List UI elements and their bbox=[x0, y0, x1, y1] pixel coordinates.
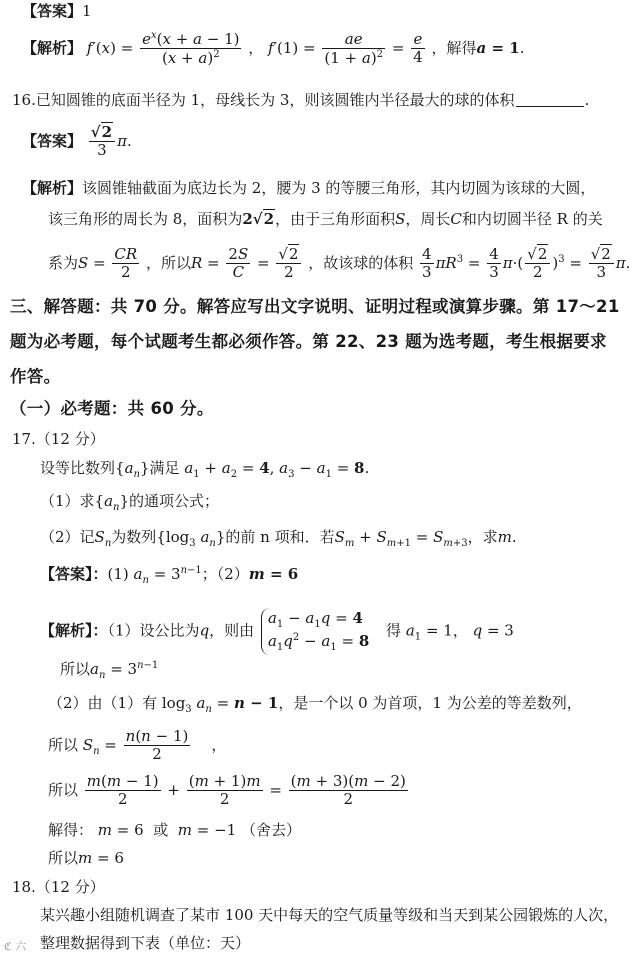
q18-line2: 整理数据得到下表（单位：天） bbox=[40, 934, 251, 952]
q17-part2: （2）记$S_n$为数列{$\log_3$ $a_n$}的前 n 项和．若$S_m + S_{m+1} = S_{m+3}$，求m. bbox=[40, 528, 517, 549]
fraction: $\frac{ae}{(1 + a)^2}$ bbox=[324, 29, 384, 67]
fraction: $\frac{2S}{C}$ bbox=[228, 245, 249, 282]
fraction: $\frac{(m + 1)m}{2}$ bbox=[188, 772, 261, 809]
equation-system: $a_1 - a_1q = 4$ $a_1q^2 - a_1 = 8$ bbox=[261, 608, 375, 655]
q17-analysis-1: 【解析】：（1）设公比为q，则由 $a_1 - a_1q = 4$ $a_1q^2 - a_1 = 8$ 得 $a_1 = 1$， q = 3 bbox=[40, 609, 514, 653]
q17-so-4: 所以m = 6 bbox=[48, 849, 124, 867]
q18-heading: 18.（12 分） bbox=[12, 878, 105, 896]
q18-line1: 某兴趣小组随机调查了某市 100 天中每天的空气质量等级和当天到某公园锻炼的人次， bbox=[40, 906, 619, 924]
q17-stem: 设等比数列$\{a_n\}$满足 $a_1 + a_2 = 4$, $a_3 - a_1 = 8$. bbox=[40, 459, 370, 480]
answer-blank bbox=[516, 106, 584, 107]
fraction: $\frac{e}{4}$ bbox=[413, 30, 423, 67]
fraction: $\frac{√2}{2}$ bbox=[276, 246, 301, 282]
q16-answer-line: 【答案】 $\frac{√2}{3}$ π. bbox=[22, 123, 132, 160]
section3-subheading: （一）必考题：共 60 分。 bbox=[10, 399, 214, 418]
q16-analysis-line2: 该三角形的周长为 8，面积为2√2，由于三角形面积S，周长C和内切圆半径 R 的关 bbox=[48, 210, 603, 228]
watermark-logo: ℭ 六 bbox=[4, 940, 27, 953]
q17-so-3: 所以 $\frac{m(m - 1)}{2}$ + $\frac{(m + 1)m}{2}$ = $\frac{(m + 3)(m - 2)}{2}$ bbox=[48, 772, 406, 809]
q16-analysis-line3: 系为S = $\frac{CR}{2}$ ，所以R = $\frac{2S}{C}$ = $\frac{√2}{2}$ ，故该球的体积 $\frac{4}{3}$ $\pi R^3$ = $\frac{4}{3}$ π·( $\frac{√2}{2}$ )$^3$ = $\frac{√2}{3}$ π. bbox=[48, 245, 631, 282]
q17-answer: 【答案】：(1) $a_n = 3^{n-1}$；（2）m = 6 bbox=[40, 565, 299, 586]
q17-so-2: 所以 $S_n$ = $\frac{n(n - 1)}{2}$ ， bbox=[48, 727, 227, 764]
fraction: $\frac{m(m - 1)}{2}$ bbox=[86, 772, 159, 809]
q17-solve: 解得： m = 6 或 m = −1 （舍去） bbox=[48, 821, 302, 839]
fraction: $\frac{4}{3}$ bbox=[489, 245, 499, 282]
section3-line1: 三、解答题：共 70 分。解答应写出文字说明、证明过程或演算步骤。第 17～21 bbox=[10, 297, 620, 316]
fraction: $\frac{(m + 3)(m - 2)}{2}$ bbox=[290, 772, 406, 809]
fraction: $\frac{CR}{2}$ bbox=[114, 245, 138, 282]
fraction: $\frac{√2}{3}$ bbox=[89, 124, 115, 160]
fraction: $\frac{e^x(x + a - 1)}{(x + a)^2}$ bbox=[142, 30, 240, 68]
fraction: $\frac{4}{3}$ bbox=[422, 245, 432, 282]
section3-line3: 作答。 bbox=[10, 367, 61, 386]
q17-part1: （1）求$\{a_n\}$的通项公式； bbox=[40, 492, 220, 513]
fraction: $\frac{n(n - 1)}{2}$ bbox=[125, 727, 189, 764]
q16-analysis-line1: 【解析】该圆锥轴截面为底边长为 2，腰为 3 的等腰三角形，其内切圆为该球的大圆， bbox=[22, 179, 596, 197]
q15-analysis-line: 【解析】 f′(x) = $\frac{e^x(x + a - 1)}{(x + a)^2}$ ， f′(1) = $\frac{ae}{(1 + a)^2}$ = $\frac{e}{4}$ ，解得a = 1. bbox=[22, 29, 525, 68]
q17-so-1: 所以$a_n = 3^{n-1}$ bbox=[60, 660, 159, 681]
fraction: $\frac{√2}{2}$ bbox=[525, 246, 550, 282]
fraction: $\frac{√2}{3}$ bbox=[589, 246, 614, 282]
q16-stem: 16.已知圆锥的底面半径为 1，母线长为 3，则该圆锥内半径最大的球的体积 . bbox=[12, 91, 590, 109]
q17-analysis-2: （2）由（1）有 $\log_3 a_n = n - 1$，是一个以 0 为首项，1 为公差的等差数列， bbox=[48, 694, 582, 715]
q17-heading: 17.（12 分） bbox=[12, 430, 105, 448]
section3-line2: 题为必考题，每个试题考生都必须作答。第 22、23 题为选考题，考生根据要求 bbox=[10, 332, 607, 351]
q15-answer-line: 【答案】1 bbox=[22, 2, 92, 20]
